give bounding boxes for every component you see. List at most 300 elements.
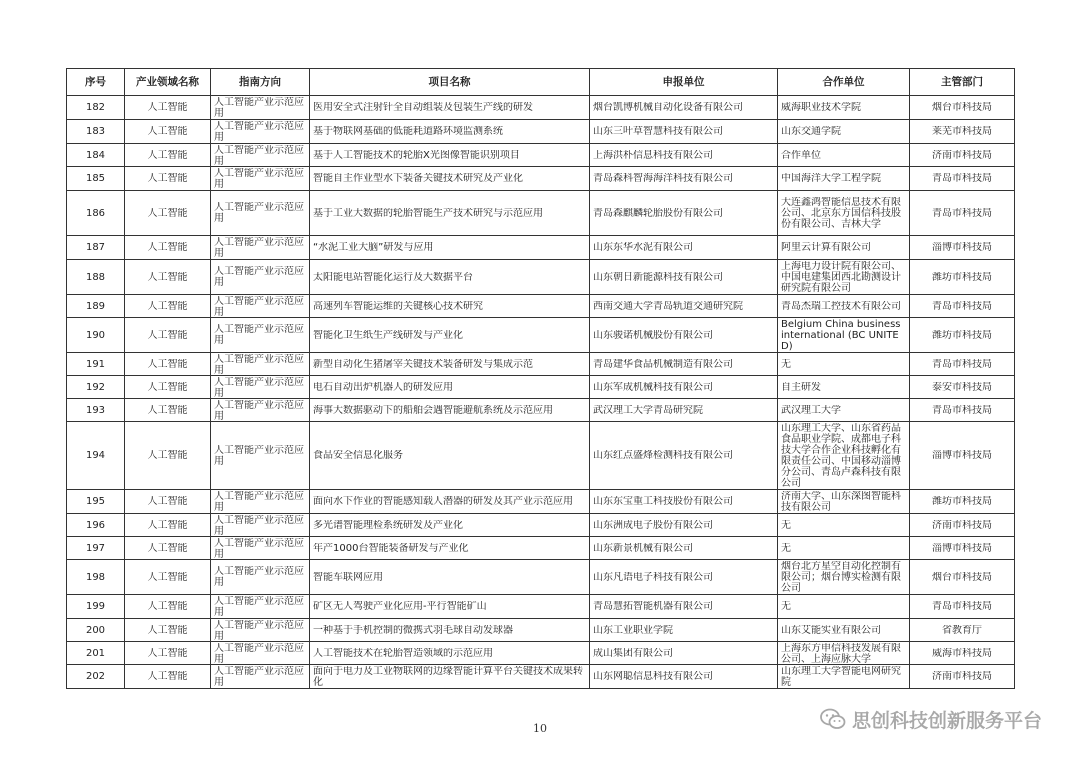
cell-applicant <box>590 120 778 144</box>
cell-no-text: 201 <box>85 647 106 659</box>
cell-no <box>67 120 125 144</box>
table-row <box>67 399 1015 422</box>
cell-applicant-text: 山东东宝重工科技股份有限公司 <box>593 496 733 507</box>
cell-project <box>310 191 590 236</box>
header-direction: 指南方向 <box>211 69 310 96</box>
cell-field-text: 人工智能 <box>147 329 188 341</box>
table-row <box>67 537 1015 560</box>
cell-dept <box>910 595 1015 619</box>
wechat-icon <box>820 708 846 730</box>
cell-direction-text: 人工智能产业示范应用 <box>214 202 304 224</box>
cell-dept <box>910 120 1015 144</box>
cell-direction-text: 人工智能产业示范应用 <box>214 490 304 513</box>
cell-project <box>310 353 590 376</box>
cell-field-text: 人工智能 <box>147 496 188 507</box>
cell-no <box>67 514 125 537</box>
cell-dept <box>910 514 1015 537</box>
cell-direction <box>211 422 310 490</box>
cell-no-text: 184 <box>85 149 106 161</box>
cell-applicant <box>590 96 778 120</box>
cell-no <box>67 560 125 595</box>
cell-no <box>67 490 125 514</box>
cell-dept-text: 青岛市科技局 <box>932 300 992 312</box>
cell-dept <box>910 422 1015 490</box>
cell-direction-text: 人工智能产业示范应用 <box>214 353 304 375</box>
cell-applicant-text: 青岛慧拓智能机器有限公司 <box>593 601 713 612</box>
cell-partner-text: 大连鑫鸿智能信息技术有限公司、北京东方国信科技股份有限公司、吉林大学 <box>781 196 901 230</box>
cell-direction <box>211 318 310 353</box>
cell-field <box>125 353 211 376</box>
table-row <box>67 144 1015 167</box>
cell-field-text: 人工智能 <box>147 450 188 461</box>
cell-no <box>67 96 125 120</box>
cell-project <box>310 120 590 144</box>
cell-field-text: 人工智能 <box>147 242 188 253</box>
cell-direction <box>211 560 310 595</box>
cell-direction <box>211 642 310 665</box>
cell-field <box>125 399 211 422</box>
cell-dept <box>910 665 1015 689</box>
header-no: 序号 <box>67 69 125 96</box>
cell-applicant <box>590 144 778 167</box>
cell-dept <box>910 619 1015 642</box>
cell-project <box>310 399 590 422</box>
cell-field-text: 人工智能 <box>147 381 188 393</box>
cell-field-text: 人工智能 <box>147 271 188 283</box>
cell-field-text: 人工智能 <box>147 624 188 636</box>
cell-applicant-text: 山东军成机械科技有限公司 <box>593 381 713 393</box>
table-row <box>67 260 1015 295</box>
header-applicant: 申报单位 <box>590 69 778 96</box>
cell-direction-text: 人工智能产业示范应用 <box>214 96 304 119</box>
cell-field <box>125 295 211 318</box>
cell-partner-text: 中国海洋大学工程学院 <box>781 173 881 184</box>
cell-partner-text: 山东理工大学、山东省药品食品职业学院、成都电子科技大学合作企业科技孵化有限责任公司、中国移动淄博分公司、青岛卢森科技有限公司 <box>781 422 901 489</box>
cell-applicant <box>590 595 778 619</box>
cell-partner-text: Belgium China business international (BC UNITED) <box>781 318 901 352</box>
cell-field <box>125 560 211 595</box>
cell-project <box>310 96 590 120</box>
cell-applicant <box>590 295 778 318</box>
cell-dept <box>910 376 1015 399</box>
cell-direction-text: 人工智能产业示范应用 <box>214 537 304 559</box>
table-row <box>67 96 1015 120</box>
cell-no <box>67 422 125 490</box>
table-row <box>67 595 1015 619</box>
cell-partner-text: 上海电力设计院有限公司、中国电建集团西北勘测设计研究院有限公司 <box>781 260 901 294</box>
cell-direction <box>211 353 310 376</box>
cell-direction-text: 人工智能产业示范应用 <box>214 266 304 288</box>
cell-project <box>310 295 590 318</box>
cell-project <box>310 560 590 595</box>
cell-applicant <box>590 236 778 260</box>
cell-partner <box>778 490 910 514</box>
cell-applicant-text: 青岛森科智海海洋科技有限公司 <box>593 173 733 184</box>
cell-applicant-text: 青岛建华食品机械制造有限公司 <box>593 358 733 370</box>
cell-dept-text: 青岛市科技局 <box>932 207 992 219</box>
cell-no <box>67 399 125 422</box>
header-partner: 合作单位 <box>778 69 910 96</box>
cell-applicant <box>590 191 778 236</box>
cell-project-text: 电石自动出炉机器人的研发应用 <box>313 381 453 393</box>
cell-dept <box>910 353 1015 376</box>
cell-no-text: 189 <box>85 300 106 312</box>
cell-dept-text: 青岛市科技局 <box>932 358 992 370</box>
cell-no <box>67 295 125 318</box>
cell-applicant-text: 山东红点盛烽检测科技有限公司 <box>593 450 733 461</box>
cell-no <box>67 376 125 399</box>
cell-field-text: 人工智能 <box>147 149 188 161</box>
cell-field <box>125 514 211 537</box>
cell-field <box>125 120 211 144</box>
cell-field <box>125 490 211 514</box>
cell-applicant <box>590 260 778 295</box>
table-row <box>67 490 1015 514</box>
cell-no <box>67 537 125 560</box>
cell-project-text: 高速列车智能运维的关键核心技术研究 <box>313 300 483 312</box>
cell-applicant-text: 武汉理工大学青岛研究院 <box>593 404 703 416</box>
cell-project <box>310 167 590 191</box>
cell-project <box>310 537 590 560</box>
cell-field-text: 人工智能 <box>147 601 188 612</box>
cell-partner-text: 无 <box>781 358 791 370</box>
cell-direction-text: 人工智能产业示范应用 <box>214 120 304 143</box>
cell-field <box>125 537 211 560</box>
cell-partner <box>778 295 910 318</box>
cell-dept-text: 省教育厅 <box>942 624 982 636</box>
cell-dept <box>910 490 1015 514</box>
cell-field <box>125 665 211 689</box>
cell-no-text: 199 <box>85 601 106 612</box>
cell-dept <box>910 560 1015 595</box>
cell-no <box>67 353 125 376</box>
cell-dept <box>910 167 1015 191</box>
cell-applicant <box>590 642 778 665</box>
cell-project <box>310 665 590 689</box>
cell-field-text: 人工智能 <box>147 207 188 219</box>
cell-direction-text: 人工智能产业示范应用 <box>214 642 304 664</box>
cell-no <box>67 642 125 665</box>
cell-direction <box>211 191 310 236</box>
cell-direction <box>211 236 310 260</box>
cell-partner <box>778 144 910 167</box>
cell-project-text: 智能车联网应用 <box>313 571 383 583</box>
cell-applicant-text: 山东东华水泥有限公司 <box>593 242 693 253</box>
cell-dept-text: 淄博市科技局 <box>932 542 992 554</box>
cell-applicant-text: 山东三叶草智慧科技有限公司 <box>593 126 723 137</box>
table-row <box>67 560 1015 595</box>
table-row <box>67 619 1015 642</box>
cell-field-text: 人工智能 <box>147 102 188 113</box>
table-row <box>67 191 1015 236</box>
cell-applicant-text: 山东工业职业学院 <box>593 624 673 636</box>
cell-direction <box>211 120 310 144</box>
cell-project-text: 新型自动化生猪屠宰关键技术装备研发与集成示范 <box>313 358 533 370</box>
cell-partner-text: 自主研发 <box>781 381 821 393</box>
cell-no <box>67 191 125 236</box>
cell-applicant <box>590 490 778 514</box>
table-row <box>67 236 1015 260</box>
watermark-text: 思创科技创新服务平台 <box>851 709 1042 732</box>
cell-dept <box>910 642 1015 665</box>
cell-field-text: 人工智能 <box>147 126 188 137</box>
cell-project-text: 基于人工智能技术的轮胎X光图像智能识别项目 <box>313 149 520 161</box>
table-row <box>67 167 1015 191</box>
cell-partner <box>778 665 910 689</box>
cell-no <box>67 619 125 642</box>
cell-partner <box>778 642 910 665</box>
cell-no-text: 182 <box>85 102 106 113</box>
table-row <box>67 514 1015 537</box>
cell-partner <box>778 236 910 260</box>
cell-dept <box>910 191 1015 236</box>
cell-field-text: 人工智能 <box>147 358 188 370</box>
cell-direction-text: 人工智能产业示范应用 <box>214 376 304 398</box>
cell-dept-text: 烟台市科技局 <box>932 571 992 583</box>
cell-direction-text: 人工智能产业示范应用 <box>214 619 304 641</box>
cell-applicant-text: 山东新景机械有限公司 <box>593 542 693 554</box>
cell-project <box>310 595 590 619</box>
cell-dept <box>910 399 1015 422</box>
cell-partner <box>778 191 910 236</box>
cell-dept-text: 泰安市科技局 <box>932 381 992 393</box>
cell-dept <box>910 144 1015 167</box>
cell-field <box>125 144 211 167</box>
cell-project-text: 一种基于手机控制的微携式羽毛球自动发球器 <box>313 624 513 636</box>
cell-no-text: 188 <box>85 271 106 283</box>
cell-project-text: 基于工业大数据的轮胎智能生产技术研究与示范应用 <box>313 207 543 219</box>
cell-no <box>67 236 125 260</box>
cell-partner <box>778 619 910 642</box>
cell-partner <box>778 399 910 422</box>
watermark <box>820 706 1042 732</box>
table-body <box>67 96 1015 689</box>
cell-partner-text: 山东艾能实业有限公司 <box>781 624 881 636</box>
cell-project <box>310 318 590 353</box>
cell-no-text: 202 <box>85 671 106 682</box>
cell-project-text: 食品安全信息化服务 <box>313 450 403 461</box>
cell-applicant <box>590 514 778 537</box>
cell-project <box>310 236 590 260</box>
cell-project-text: 海事大数据驱动下的船舶会遇智能避航系统及示范应用 <box>313 404 553 416</box>
cell-field <box>125 167 211 191</box>
cell-project <box>310 490 590 514</box>
cell-dept <box>910 260 1015 295</box>
table-row <box>67 422 1015 490</box>
cell-applicant <box>590 399 778 422</box>
cell-field <box>125 376 211 399</box>
cell-partner-text: 威海职业技术学院 <box>781 102 861 113</box>
cell-applicant <box>590 665 778 689</box>
cell-project-text: 智能化卫生纸生产线研发与产业化 <box>313 329 463 341</box>
cell-project-text: 基于物联网基础的低能耗道路环境监测系统 <box>313 126 503 137</box>
cell-direction-text: 人工智能产业示范应用 <box>214 444 304 467</box>
header-dept: 主管部门 <box>910 69 1015 96</box>
cell-field <box>125 642 211 665</box>
cell-direction <box>211 167 310 191</box>
cell-project <box>310 376 590 399</box>
cell-dept-text: 淄博市科技局 <box>932 242 992 253</box>
cell-applicant-text: 烟台凯博机械自动化设备有限公司 <box>593 102 743 113</box>
cell-project-text: 智能自主作业型水下装备关键技术研究及产业化 <box>313 173 523 184</box>
cell-field <box>125 236 211 260</box>
cell-field-text: 人工智能 <box>147 671 188 682</box>
cell-applicant-text: 山东朝日新能源科技有限公司 <box>593 271 723 283</box>
cell-field <box>125 619 211 642</box>
cell-dept <box>910 537 1015 560</box>
cell-direction-text: 人工智能产业示范应用 <box>214 665 304 688</box>
table-row <box>67 376 1015 399</box>
cell-applicant-text: 青岛森麒麟轮胎股份有限公司 <box>593 207 723 219</box>
cell-applicant-text: 成山集团有限公司 <box>593 647 673 659</box>
cell-applicant <box>590 353 778 376</box>
cell-project-text: 面向于电力及工业物联网的边缘智能计算平台关键技术成果转化 <box>313 665 583 688</box>
cell-direction <box>211 144 310 167</box>
cell-dept-text: 济南市科技局 <box>932 519 992 531</box>
cell-direction <box>211 490 310 514</box>
cell-dept-text: 青岛市科技局 <box>932 173 992 184</box>
cell-direction <box>211 619 310 642</box>
cell-direction <box>211 665 310 689</box>
cell-project-text: 年产1000台智能装备研发与产业化 <box>313 542 469 554</box>
cell-partner-text: 山东交通学院 <box>781 126 841 137</box>
cell-project <box>310 260 590 295</box>
cell-direction-text: 人工智能产业示范应用 <box>214 514 304 536</box>
cell-dept-text: 威海市科技局 <box>932 647 992 659</box>
cell-field-text: 人工智能 <box>147 571 188 583</box>
cell-direction <box>211 295 310 318</box>
cell-direction <box>211 399 310 422</box>
cell-no-text: 190 <box>85 329 106 341</box>
cell-field <box>125 318 211 353</box>
cell-direction-text: 人工智能产业示范应用 <box>214 595 304 618</box>
cell-project <box>310 642 590 665</box>
cell-no-text: 187 <box>85 242 106 253</box>
cell-partner <box>778 595 910 619</box>
table-row <box>67 318 1015 353</box>
cell-applicant <box>590 560 778 595</box>
cell-direction-text: 人工智能产业示范应用 <box>214 399 304 421</box>
cell-field-text: 人工智能 <box>147 647 188 659</box>
table-header-row <box>67 69 1015 96</box>
table-row <box>67 353 1015 376</box>
cell-partner <box>778 260 910 295</box>
cell-direction-text: 人工智能产业示范应用 <box>214 167 304 190</box>
cell-partner-text: 武汉理工大学 <box>781 404 841 416</box>
cell-no-text: 192 <box>85 381 106 393</box>
cell-dept-text: 淄博市科技局 <box>932 450 992 461</box>
cell-project <box>310 619 590 642</box>
cell-dept-text: 潍坊市科技局 <box>932 271 992 283</box>
cell-applicant-text: 山东骏诺机械股份有限公司 <box>593 329 713 341</box>
cell-dept-text: 青岛市科技局 <box>932 404 992 416</box>
cell-applicant <box>590 167 778 191</box>
cell-field <box>125 422 211 490</box>
cell-field <box>125 191 211 236</box>
cell-no-text: 200 <box>85 624 106 636</box>
cell-no <box>67 665 125 689</box>
cell-field-text: 人工智能 <box>147 519 188 531</box>
cell-field <box>125 260 211 295</box>
cell-partner <box>778 318 910 353</box>
cell-project-text: 多光谱智能理检系统研发及产业化 <box>313 519 463 531</box>
cell-dept-text: 莱芜市科技局 <box>932 126 992 137</box>
cell-dept <box>910 96 1015 120</box>
cell-partner <box>778 537 910 560</box>
cell-no <box>67 318 125 353</box>
cell-applicant <box>590 619 778 642</box>
cell-project-text: 面向水下作业的智能感知载人潜器的研发及其产业示范应用 <box>313 496 573 507</box>
cell-partner-text: 济南大学、山东深图智能科技有限公司 <box>781 490 901 513</box>
cell-dept <box>910 295 1015 318</box>
header-project: 项目名称 <box>310 69 590 96</box>
cell-no-text: 194 <box>85 450 106 461</box>
cell-field-text: 人工智能 <box>147 300 188 312</box>
cell-no <box>67 144 125 167</box>
cell-dept-text: 烟台市科技局 <box>932 102 992 113</box>
cell-partner-text: 无 <box>781 542 791 554</box>
table-row <box>67 295 1015 318</box>
cell-direction <box>211 537 310 560</box>
cell-no <box>67 167 125 191</box>
cell-dept-text: 潍坊市科技局 <box>932 329 992 341</box>
header-field: 产业领域名称 <box>125 69 211 96</box>
cell-project-text: 人工智能技术在轮胎智造领域的示范应用 <box>313 647 493 659</box>
cell-partner <box>778 376 910 399</box>
cell-partner <box>778 353 910 376</box>
cell-project-text: “水泥工业大脑”研发与应用 <box>313 242 434 253</box>
cell-dept-text: 青岛市科技局 <box>932 601 992 612</box>
cell-partner-text: 阿里云计算有限公司 <box>781 242 871 253</box>
cell-no-text: 186 <box>85 207 106 219</box>
cell-partner-text: 无 <box>781 601 791 612</box>
cell-partner <box>778 96 910 120</box>
cell-no-text: 196 <box>85 519 106 531</box>
cell-partner <box>778 120 910 144</box>
cell-applicant <box>590 318 778 353</box>
cell-applicant-text: 西南交通大学青岛轨道交通研究院 <box>593 300 743 312</box>
cell-applicant <box>590 422 778 490</box>
cell-no-text: 183 <box>85 126 106 137</box>
cell-project <box>310 514 590 537</box>
cell-project-text: 医用安全式注射针全自动组装及包装生产线的研发 <box>313 102 533 113</box>
cell-field-text: 人工智能 <box>147 542 188 554</box>
cell-direction-text: 人工智能产业示范应用 <box>214 324 304 346</box>
cell-project <box>310 144 590 167</box>
cell-field <box>125 96 211 120</box>
cell-partner <box>778 422 910 490</box>
cell-project-text: 太阳能电站智能化运行及大数据平台 <box>313 271 473 283</box>
cell-no-text: 185 <box>85 173 106 184</box>
cell-partner-text: 无 <box>781 519 791 531</box>
cell-direction-text: 人工智能产业示范应用 <box>214 566 304 588</box>
cell-applicant <box>590 376 778 399</box>
cell-no-text: 193 <box>85 404 106 416</box>
cell-partner-text: 合作单位 <box>781 149 821 161</box>
cell-dept-text: 济南市科技局 <box>932 671 992 682</box>
table-row <box>67 642 1015 665</box>
cell-direction-text: 人工智能产业示范应用 <box>214 236 304 259</box>
cell-no <box>67 595 125 619</box>
cell-project <box>310 422 590 490</box>
cell-project-text: 矿区无人驾驶产业化应用-平行智能矿山 <box>313 601 487 612</box>
project-table <box>66 68 1015 689</box>
cell-direction <box>211 595 310 619</box>
cell-no <box>67 260 125 295</box>
cell-applicant-text: 山东洲成电子股份有限公司 <box>593 519 713 531</box>
cell-no-text: 197 <box>85 542 106 554</box>
cell-direction-text: 人工智能产业示范应用 <box>214 144 304 166</box>
